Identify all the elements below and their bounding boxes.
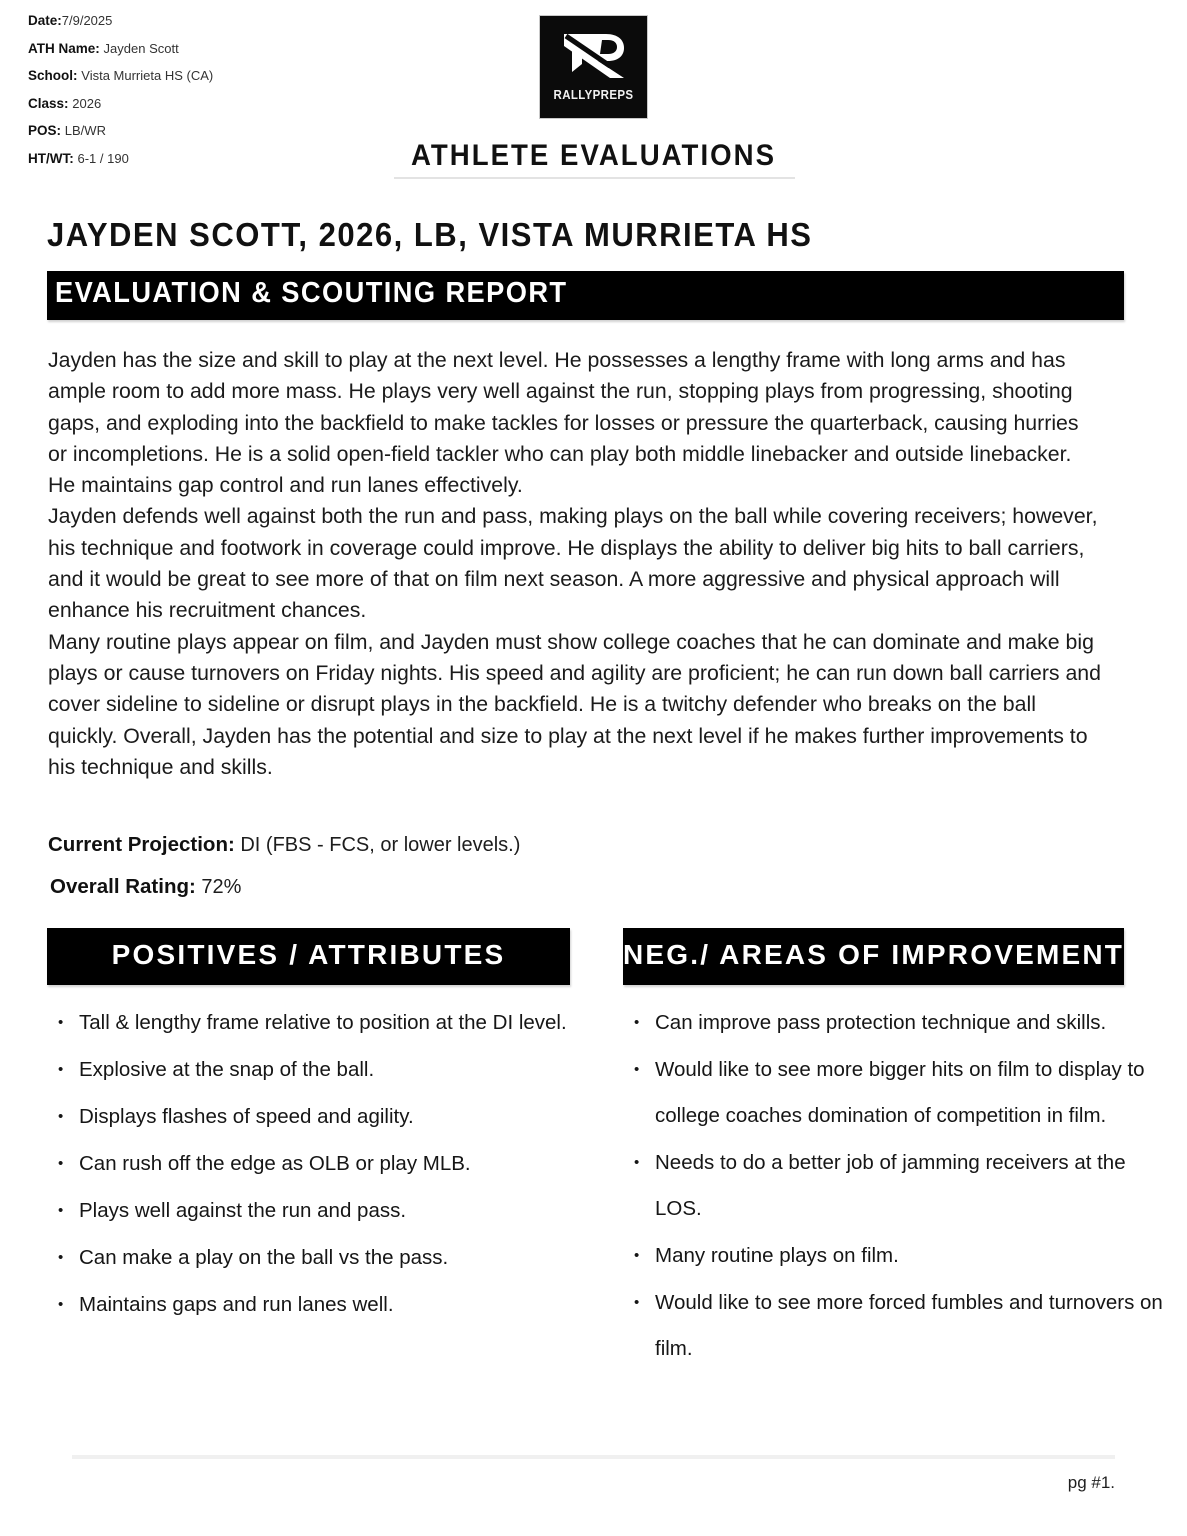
meta-label-ht-wt: HT/WT: [28, 150, 74, 166]
meta-label-school: School: [28, 68, 78, 83]
evaluation-report-bar-label: EVALUATION & SCOUTING REPORT [55, 277, 568, 309]
report-paragraph-3: Many routine plays appear on film, and Jayden must show college coaches that he can dominate and make big plays or cause turnovers on Friday nights. His speed and agility are proficient; he can run down ball carriers and cover sideline to sideline or disrupt plays in the backfield. He is a twitchy defender who breaks on the ball quickly. Overall, Jayden has the potential and size to play at the next level if he makes further improvements to his technique and skills. [48, 629, 1101, 779]
meta-label-ath-name: ATH Name: [28, 40, 100, 56]
list-item: • Can make a play on the ball vs the pass. [47, 1235, 577, 1281]
list-item: • Can rush off the edge as OLB or play MLB. [47, 1141, 577, 1187]
evaluation-report-bar [47, 271, 1124, 320]
header-divider [394, 177, 795, 179]
meta-label-pos: POS: [28, 123, 62, 138]
meta-value-ath-name: Jayden Scott [103, 40, 179, 56]
report-paragraph-2: Jayden defends well against both the run and pass, making plays on the ball while covering receivers; however, his technique and footwork in coverage could improve. He displays the ability to deliver big hits to ball carriers, and it would be great to see more of that on film next season. A more aggressive and physical approach will enhance his recruitment chances. [48, 504, 1098, 623]
positives-heading-label: POSITIVES / ATTRIBUTES [111, 939, 506, 970]
current-projection-label: Current Projection: [48, 833, 235, 856]
list-item: • Tall & lengthy frame relative to position at the DI level. [47, 1000, 577, 1046]
list-item: • Explosive at the snap of the ball. [47, 1047, 577, 1093]
list-item: • Maintains gaps and run lanes well. [47, 1282, 577, 1328]
list-item: • Can improve pass protection technique and skills. [623, 1000, 1168, 1046]
meta-value-school: Vista Murrieta HS (CA) [81, 68, 214, 83]
list-item: • Needs to do a better job of jamming receivers at the LOS. [623, 1140, 1168, 1232]
overall-rating-value: 72% [201, 876, 242, 898]
list-item: • Displays flashes of speed and agility. [47, 1094, 577, 1140]
positives-list [47, 1000, 577, 1328]
page-title: JAYDEN SCOTT, 2026, LB, VISTA MURRIETA HS [47, 216, 813, 253]
negatives-heading-bar [623, 928, 1124, 985]
meta-label-class: Class: [28, 95, 69, 111]
negatives-heading-label: NEG./ AREAS OF IMPROVEMENT [623, 939, 1125, 970]
negatives-column [623, 1000, 1168, 1373]
athlete-evaluations-title: ATHLETE EVALUATIONS [410, 139, 777, 172]
report-paragraph-1: Jayden has the size and skill to play at the next level. He possesses a lengthy frame with long arms and has ample room to add more mass. He plays very well against the run, stopping plays from progressing, shooting gaps, and exploding into the backfield to make tackles for losses or pressure the quarterback, causing hurries or incompletions. He is a solid open-field tackler who can play both middle linebacker and outside linebacker. He maintains gap control and run lanes effectively. [48, 348, 1079, 498]
overall-rating-row [50, 875, 241, 899]
scouting-report-body [48, 345, 1114, 783]
current-projection-value: DI (FBS - FCS, or lower levels.) [240, 834, 521, 856]
meta-value-ht-wt: 6-1 / 190 [77, 150, 129, 166]
list-item: • Plays well against the run and pass. [47, 1188, 577, 1234]
page-header [0, 0, 1187, 190]
meta-value-class: 2026 [72, 95, 102, 111]
rallypreps-monogram-icon [540, 26, 647, 80]
brand-block [0, 16, 1187, 173]
meta-value-pos: LB/WR [64, 123, 106, 138]
meta-value-date: 7/9/2025 [61, 13, 113, 28]
positives-heading-bar [47, 928, 570, 985]
logo-wordmark: RALLYPREPS [553, 88, 634, 102]
meta-label-date: Date: [28, 13, 62, 28]
list-item: • Many routine plays on film. [623, 1233, 1168, 1279]
overall-rating-label: Overall Rating: [50, 875, 196, 898]
list-item: • Would like to see more forced fumbles and turnovers on film. [623, 1280, 1168, 1372]
positives-column [47, 1000, 577, 1329]
list-item: • Would like to see more bigger hits on film to display to college coaches domination of competition in film. [623, 1047, 1168, 1139]
footer-divider [72, 1455, 1115, 1459]
negatives-list [623, 1000, 1168, 1372]
current-projection-row [48, 833, 520, 857]
rallypreps-logo [540, 16, 647, 118]
page-number: pg #1. [1067, 1473, 1115, 1492]
